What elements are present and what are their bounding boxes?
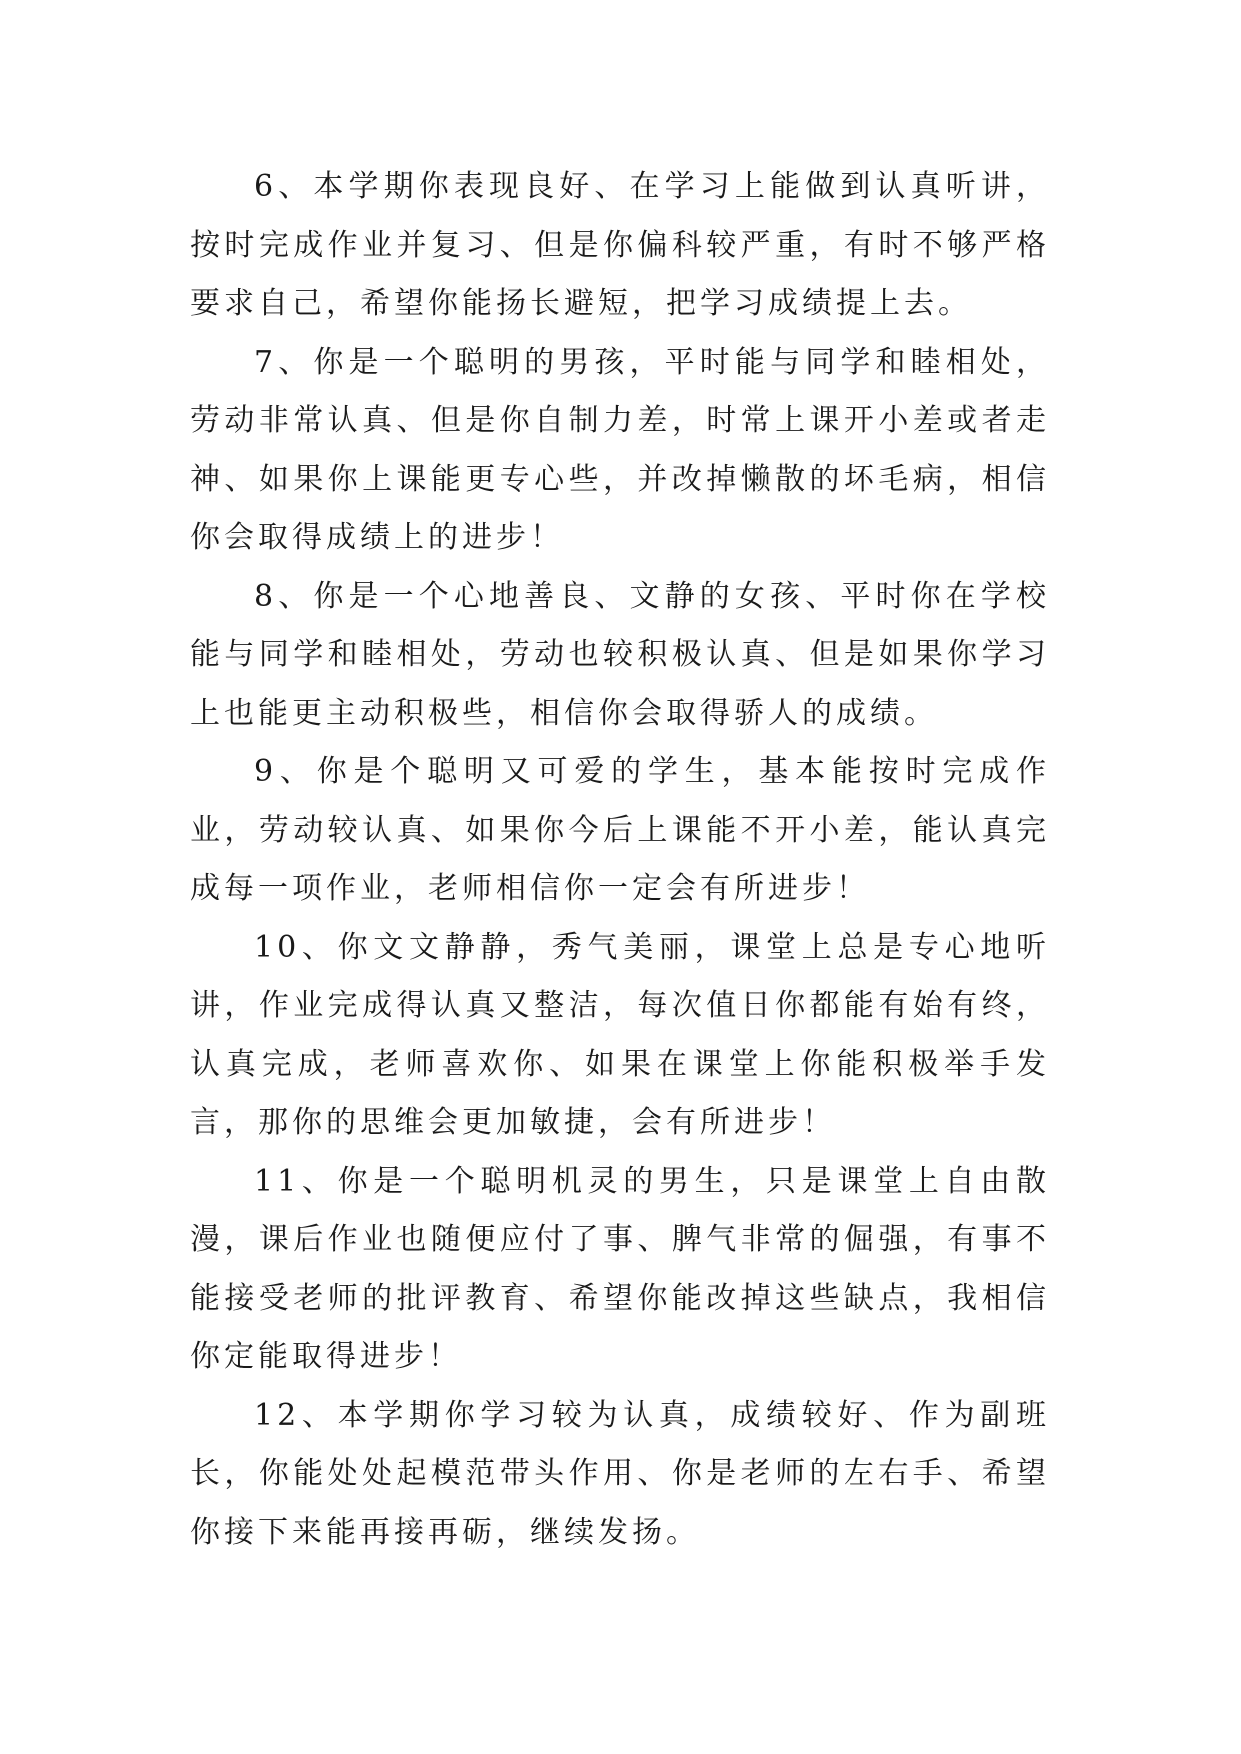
comment-paragraph-10: 10、你文文静静，秀气美丽，课堂上总是专心地听讲，作业完成得认真又整洁，每次值日你都能有始有终，认真完成，老师喜欢你、如果在课堂上你能积极举手发言，那你的思维会更加敏捷，会有所进步！ [190,929,1050,1140]
comment-paragraph-11: 11、你是一个聪明机灵的男生，只是课堂上自由散漫，课后作业也随便应付了事、脾气非常的倔强，有事不能接受老师的批评教育、希望你能改掉这些缺点，我相信你定能取得进步！ [190,1163,1050,1374]
document-body [190,158,1050,1562]
comment-paragraph-12: 12、本学期你学习较为认真，成绩较好、作为副班长，你能处处起模范带头作用、你是老师的左右手、希望你接下来能再接再砺，继续发扬。 [190,1397,1050,1550]
comment-paragraph-9: 9、你是个聪明又可爱的学生，基本能按时完成作业，劳动较认真、如果你今后上课能不开小差，能认真完成每一项作业，老师相信你一定会有所进步！ [190,754,1050,906]
comment-paragraph-7: 7、你是一个聪明的男孩，平时能与同学和睦相处，劳动非常认真、但是你自制力差，时常上课开小差或者走神、如果你上课能更专心些，并改掉懒散的坏毛病，相信你会取得成绩上的进步！ [190,344,1050,555]
comment-paragraph-8: 8、你是一个心地善良、文静的女孩、平时你在学校能与同学和睦相处，劳动也较积极认真、但是如果你学习上也能更主动积极些，相信你会取得骄人的成绩。 [190,578,1050,731]
comment-paragraph-6: 6、本学期你表现良好、在学习上能做到认真听讲，按时完成作业并复习、但是你偏科较严重，有时不够严格要求自己，希望你能扬长避短，把学习成绩提上去。 [190,169,1050,321]
